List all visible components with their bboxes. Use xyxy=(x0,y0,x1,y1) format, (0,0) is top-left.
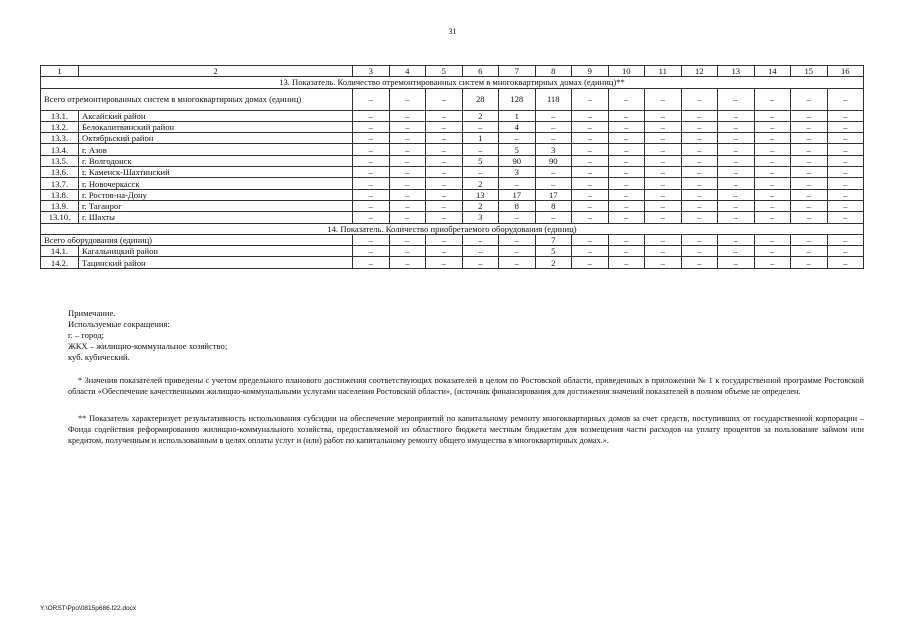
value-cell: – xyxy=(645,257,682,268)
value-cell: – xyxy=(608,246,645,257)
value-cell: – xyxy=(681,212,718,223)
row-name: г. Новочеркасск xyxy=(79,178,353,189)
value-cell: – xyxy=(791,88,828,110)
value-cell: – xyxy=(353,88,390,110)
value-cell: – xyxy=(645,189,682,200)
note-line: ЖКХ – жилищно-коммунальное хозяйство; xyxy=(68,341,228,351)
value-cell: – xyxy=(353,121,390,132)
section-title-row xyxy=(41,223,864,234)
value-cell: 4 xyxy=(499,121,536,132)
value-cell: – xyxy=(681,144,718,155)
value-cell: 90 xyxy=(499,155,536,166)
value-cell: – xyxy=(608,257,645,268)
value-cell: – xyxy=(353,189,390,200)
value-cell: – xyxy=(754,246,791,257)
value-cell: – xyxy=(827,110,864,121)
row-name: г. Ростов-на-Дону xyxy=(79,189,353,200)
table-row xyxy=(41,133,864,144)
value-cell: – xyxy=(462,144,499,155)
value-cell: 3 xyxy=(462,212,499,223)
value-cell: – xyxy=(754,155,791,166)
value-cell: – xyxy=(426,246,463,257)
value-cell: – xyxy=(645,200,682,211)
value-cell: 90 xyxy=(535,155,572,166)
value-cell: – xyxy=(791,246,828,257)
table-row xyxy=(41,144,864,155)
value-cell: 2 xyxy=(462,200,499,211)
value-cell: – xyxy=(645,133,682,144)
value-cell: 1 xyxy=(462,133,499,144)
column-number: 6 xyxy=(462,66,499,77)
value-cell: – xyxy=(353,167,390,178)
table-row xyxy=(41,155,864,166)
value-cell: 17 xyxy=(535,189,572,200)
row-number: 13.3. xyxy=(41,133,79,144)
value-cell: 13 xyxy=(462,189,499,200)
value-cell: – xyxy=(718,121,755,132)
value-cell: – xyxy=(608,121,645,132)
value-cell: – xyxy=(389,144,426,155)
value-cell: – xyxy=(645,110,682,121)
value-cell: – xyxy=(718,189,755,200)
value-cell: – xyxy=(572,121,609,132)
value-cell: – xyxy=(499,246,536,257)
value-cell: 3 xyxy=(499,167,536,178)
value-cell: – xyxy=(718,88,755,110)
value-cell: – xyxy=(426,234,463,245)
row-name: г. Шахты xyxy=(79,212,353,223)
row-number: 14.2. xyxy=(41,257,79,268)
value-cell: – xyxy=(827,133,864,144)
value-cell: – xyxy=(572,212,609,223)
table-row xyxy=(41,257,864,268)
row-number: 13.10. xyxy=(41,212,79,223)
value-cell: – xyxy=(681,178,718,189)
value-cell: – xyxy=(827,144,864,155)
value-cell: – xyxy=(389,121,426,132)
value-cell: – xyxy=(718,212,755,223)
row-number: 13.5. xyxy=(41,155,79,166)
row-number: 13.8. xyxy=(41,189,79,200)
row-number: 13.9. xyxy=(41,200,79,211)
column-number: 8 xyxy=(535,66,572,77)
value-cell: – xyxy=(499,234,536,245)
column-number: 5 xyxy=(426,66,463,77)
header-row xyxy=(41,66,864,77)
value-cell: 128 xyxy=(499,88,536,110)
row-name: Тацинский район xyxy=(79,257,353,268)
value-cell: – xyxy=(608,200,645,211)
row-name: Аксайский район xyxy=(79,110,353,121)
column-number: 7 xyxy=(499,66,536,77)
footnote-2-text: ** Показатель характеризует результативность использования субсидии на обеспечение мероприятий по капитальному ремонту многоквартирных домов за счет средств, поступивших от государственной корпорации – Фонда содействия реформированию жилищно-коммунального хозяйства, предоставляемой из областного бюджета местным бюджетам для возмещения части расходов на уплату процентов за пользование займом или кредитом, полученным и использованным в целях оплаты услуг и (или) работ по капитальному ремонту общего имущества в многоквартирных домах.». xyxy=(68,414,864,445)
value-cell: – xyxy=(535,167,572,178)
value-cell: – xyxy=(718,110,755,121)
value-cell: – xyxy=(608,234,645,245)
table-row xyxy=(41,200,864,211)
value-cell: – xyxy=(462,121,499,132)
row-number: 13.1. xyxy=(41,110,79,121)
value-cell: – xyxy=(353,200,390,211)
value-cell: – xyxy=(389,155,426,166)
value-cell: – xyxy=(426,121,463,132)
value-cell: – xyxy=(535,178,572,189)
footnote-1 xyxy=(68,376,864,398)
total-label: Всего оборудования (единиц) xyxy=(41,234,353,245)
value-cell: – xyxy=(791,257,828,268)
value-cell: – xyxy=(827,234,864,245)
total-row xyxy=(41,234,864,245)
table-row xyxy=(41,212,864,223)
value-cell: 28 xyxy=(462,88,499,110)
value-cell: – xyxy=(754,234,791,245)
value-cell: – xyxy=(389,178,426,189)
value-cell: – xyxy=(572,178,609,189)
value-cell: 5 xyxy=(535,246,572,257)
value-cell: – xyxy=(426,155,463,166)
value-cell: – xyxy=(353,212,390,223)
value-cell: – xyxy=(718,167,755,178)
value-cell: – xyxy=(645,155,682,166)
section-title: 13. Показатель. Количество отремонтированных систем в многоквартирных домах (единиц)** xyxy=(41,77,864,88)
value-cell: – xyxy=(681,257,718,268)
note-line: г. – город; xyxy=(68,330,105,340)
table-row xyxy=(41,189,864,200)
value-cell: – xyxy=(608,167,645,178)
value-cell: – xyxy=(718,257,755,268)
total-row xyxy=(41,88,864,110)
value-cell: – xyxy=(754,178,791,189)
column-number: 1 xyxy=(41,66,79,77)
value-cell: – xyxy=(353,246,390,257)
value-cell: – xyxy=(462,246,499,257)
value-cell: – xyxy=(426,212,463,223)
value-cell: – xyxy=(681,189,718,200)
value-cell: – xyxy=(389,200,426,211)
value-cell: – xyxy=(426,200,463,211)
row-name: Белокалитвинский район xyxy=(79,121,353,132)
value-cell: – xyxy=(791,121,828,132)
page-number: 31 xyxy=(448,27,457,36)
value-cell: – xyxy=(608,88,645,110)
row-name: Кагальницкий район xyxy=(79,246,353,257)
value-cell: – xyxy=(791,200,828,211)
value-cell: – xyxy=(754,212,791,223)
value-cell: – xyxy=(791,234,828,245)
row-number: 13.7. xyxy=(41,178,79,189)
value-cell: 118 xyxy=(535,88,572,110)
column-number: 3 xyxy=(353,66,390,77)
value-cell: – xyxy=(827,257,864,268)
value-cell: – xyxy=(645,246,682,257)
value-cell: – xyxy=(608,189,645,200)
footnote-1-text: * Значения показателей приведены с учетом предельного планового достижения соответствующих показателей в целом по Ростовской области, приведенных в приложении № 1 к государственной программе Ростовской области «Обеспечение качественными жилищно-коммунальными услугами населения Ростовской области», (источник финансирования для достижения значений показателей в полном объеме не определен. xyxy=(68,376,864,396)
value-cell: – xyxy=(499,133,536,144)
value-cell: – xyxy=(608,144,645,155)
value-cell: – xyxy=(572,88,609,110)
table-row xyxy=(41,110,864,121)
value-cell: 8 xyxy=(535,200,572,211)
value-cell: – xyxy=(754,189,791,200)
value-cell: – xyxy=(754,257,791,268)
value-cell: – xyxy=(426,178,463,189)
column-number: 15 xyxy=(791,66,828,77)
value-cell: – xyxy=(608,110,645,121)
value-cell: 1 xyxy=(499,110,536,121)
value-cell: – xyxy=(426,144,463,155)
value-cell: – xyxy=(389,234,426,245)
value-cell: – xyxy=(572,246,609,257)
row-number: 13.2. xyxy=(41,121,79,132)
footnote-2 xyxy=(68,414,864,446)
value-cell: – xyxy=(353,110,390,121)
value-cell: – xyxy=(353,234,390,245)
value-cell: – xyxy=(462,167,499,178)
value-cell: – xyxy=(608,212,645,223)
value-cell: – xyxy=(791,155,828,166)
value-cell: – xyxy=(462,234,499,245)
value-cell: – xyxy=(608,133,645,144)
row-name: г. Каменск-Шахтинский xyxy=(79,167,353,178)
column-number: 16 xyxy=(827,66,864,77)
value-cell: – xyxy=(645,144,682,155)
notes-block xyxy=(68,308,227,363)
value-cell: – xyxy=(718,200,755,211)
value-cell: – xyxy=(718,144,755,155)
value-cell: – xyxy=(718,234,755,245)
note-line: куб. кубический. xyxy=(68,352,130,362)
value-cell: – xyxy=(572,133,609,144)
value-cell: – xyxy=(645,121,682,132)
value-cell: – xyxy=(389,110,426,121)
value-cell: – xyxy=(572,167,609,178)
value-cell: – xyxy=(791,167,828,178)
row-number: 14.1. xyxy=(41,246,79,257)
value-cell: 17 xyxy=(499,189,536,200)
column-number: 11 xyxy=(645,66,682,77)
value-cell: – xyxy=(754,110,791,121)
value-cell: 5 xyxy=(462,155,499,166)
value-cell: – xyxy=(754,200,791,211)
row-number: 13.6. xyxy=(41,167,79,178)
value-cell: – xyxy=(572,144,609,155)
value-cell: 2 xyxy=(535,257,572,268)
column-number: 10 xyxy=(608,66,645,77)
value-cell: 8 xyxy=(499,200,536,211)
value-cell: – xyxy=(535,110,572,121)
value-cell: – xyxy=(754,133,791,144)
value-cell: – xyxy=(827,178,864,189)
value-cell: – xyxy=(608,155,645,166)
value-cell: – xyxy=(681,200,718,211)
value-cell: – xyxy=(353,178,390,189)
value-cell: – xyxy=(353,133,390,144)
value-cell: – xyxy=(791,144,828,155)
value-cell: – xyxy=(754,121,791,132)
value-cell: – xyxy=(535,212,572,223)
value-cell: – xyxy=(645,88,682,110)
table-row xyxy=(41,121,864,132)
value-cell: – xyxy=(572,189,609,200)
value-cell: – xyxy=(681,121,718,132)
column-number: 4 xyxy=(389,66,426,77)
value-cell: – xyxy=(572,110,609,121)
value-cell: – xyxy=(353,257,390,268)
value-cell: – xyxy=(645,212,682,223)
value-cell: – xyxy=(827,88,864,110)
value-cell: – xyxy=(681,88,718,110)
row-number: 13.4. xyxy=(41,144,79,155)
value-cell: – xyxy=(791,178,828,189)
value-cell: 2 xyxy=(462,178,499,189)
value-cell: – xyxy=(389,246,426,257)
value-cell: 2 xyxy=(462,110,499,121)
value-cell: – xyxy=(389,212,426,223)
value-cell: – xyxy=(827,189,864,200)
value-cell: – xyxy=(499,257,536,268)
value-cell: – xyxy=(754,144,791,155)
value-cell: – xyxy=(389,257,426,268)
value-cell: – xyxy=(389,189,426,200)
table-row xyxy=(41,178,864,189)
value-cell: – xyxy=(426,110,463,121)
section-title: 14. Показатель. Количество приобретаемого оборудования (единиц) xyxy=(41,223,864,234)
value-cell: – xyxy=(499,178,536,189)
value-cell: – xyxy=(791,189,828,200)
value-cell: – xyxy=(426,133,463,144)
value-cell: 7 xyxy=(535,234,572,245)
value-cell: – xyxy=(462,257,499,268)
value-cell: – xyxy=(426,88,463,110)
value-cell: – xyxy=(608,178,645,189)
row-name: г. Азов xyxy=(79,144,353,155)
value-cell: – xyxy=(572,200,609,211)
value-cell: – xyxy=(681,155,718,166)
value-cell: – xyxy=(645,178,682,189)
value-cell: – xyxy=(645,234,682,245)
file-path: Y:\ORST\Ppo\0815p686.f22.docx xyxy=(40,605,137,612)
column-number: 9 xyxy=(572,66,609,77)
value-cell: – xyxy=(389,88,426,110)
value-cell: – xyxy=(389,133,426,144)
value-cell: – xyxy=(791,212,828,223)
value-cell: – xyxy=(426,167,463,178)
column-number: 2 xyxy=(79,66,353,77)
value-cell: – xyxy=(535,121,572,132)
value-cell: – xyxy=(827,212,864,223)
value-cell: – xyxy=(718,246,755,257)
value-cell: – xyxy=(718,178,755,189)
value-cell: – xyxy=(681,167,718,178)
column-number: 14 xyxy=(754,66,791,77)
row-name: Октябрьский район xyxy=(79,133,353,144)
value-cell: – xyxy=(389,167,426,178)
value-cell: – xyxy=(353,144,390,155)
value-cell: – xyxy=(754,167,791,178)
value-cell: – xyxy=(827,246,864,257)
value-cell: – xyxy=(827,155,864,166)
value-cell: – xyxy=(827,200,864,211)
value-cell: – xyxy=(754,88,791,110)
note-line: Используемые сокращения: xyxy=(68,319,170,329)
value-cell: – xyxy=(426,189,463,200)
table-row xyxy=(41,246,864,257)
note-line: Примечание. xyxy=(68,308,116,318)
value-cell: – xyxy=(827,167,864,178)
value-cell: – xyxy=(681,133,718,144)
value-cell: – xyxy=(791,110,828,121)
value-cell: – xyxy=(827,121,864,132)
value-cell: – xyxy=(572,155,609,166)
indicators-table-body xyxy=(41,66,864,269)
value-cell: – xyxy=(681,110,718,121)
value-cell: – xyxy=(645,167,682,178)
value-cell: – xyxy=(426,257,463,268)
row-name: г. Таганрог xyxy=(79,200,353,211)
table-row xyxy=(41,167,864,178)
value-cell: – xyxy=(681,246,718,257)
total-label: Всего отремонтированных систем в многоквартирных домах (единиц) xyxy=(41,88,353,110)
row-name: г. Волгодонск xyxy=(79,155,353,166)
value-cell: – xyxy=(718,155,755,166)
value-cell: – xyxy=(535,133,572,144)
column-number: 13 xyxy=(718,66,755,77)
indicators-table xyxy=(40,65,864,269)
value-cell: – xyxy=(572,257,609,268)
column-number: 12 xyxy=(681,66,718,77)
value-cell: – xyxy=(572,234,609,245)
value-cell: – xyxy=(499,212,536,223)
value-cell: 3 xyxy=(535,144,572,155)
value-cell: – xyxy=(718,133,755,144)
value-cell: – xyxy=(681,234,718,245)
value-cell: 5 xyxy=(499,144,536,155)
section-title-row xyxy=(41,77,864,88)
value-cell: – xyxy=(353,155,390,166)
value-cell: – xyxy=(791,133,828,144)
